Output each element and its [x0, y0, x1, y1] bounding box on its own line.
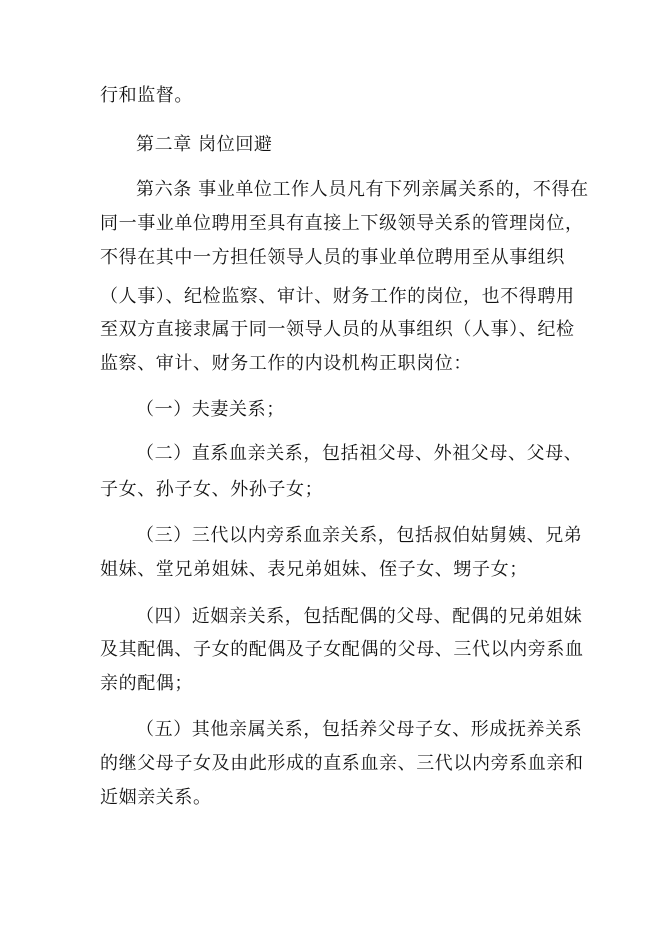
chapter-heading: 第二章 岗位回避 [136, 134, 273, 155]
text-line: 的继父母子女及由此形成的直系血亲、三代以内旁系血亲和 [100, 753, 584, 774]
text-line: 亲的配偶； [100, 673, 193, 694]
text-line: 近姻亲关系。 [100, 787, 212, 808]
text-line: 同一事业单位聘用至具有直接上下级领导关系的管理岗位， [100, 213, 584, 234]
text-line: 监察、审计、财务工作的内设机构正职岗位： [100, 353, 472, 374]
text-line: 至双方直接隶属于同一领导人员的从事组织（人事）、纪检 [100, 319, 575, 340]
text-line: 行和监督。 [100, 85, 193, 106]
text-line: （人事）、纪检监察、审计、财务工作的岗位，也不得聘用 [100, 286, 575, 307]
text-line: 第六条 事业单位工作人员凡有下列亲属关系的，不得在 [136, 179, 589, 200]
list-item: （四）近姻亲关系，包括配偶的父母、配偶的兄弟姐妹 [136, 606, 583, 627]
list-item: （二）直系血亲关系，包括祖父母、外祖父母、父母、 [136, 443, 583, 464]
list-item: （一）夫妻关系； [136, 399, 285, 420]
list-item: （五）其他亲属关系，包括养父母子女、形成抚养关系 [136, 719, 583, 740]
text-line: 姐妹、堂兄弟姐妹、表兄弟姐妹、侄子女、甥子女； [100, 559, 528, 580]
text-line: 不得在其中一方担任领导人员的事业单位聘用至从事组织 [100, 247, 565, 268]
text-line: 及其配偶、子女的配偶及子女配偶的父母、三代以内旁系血 [100, 639, 584, 660]
list-item: （三）三代以内旁系血亲关系，包括叔伯姑舅姨、兄弟 [136, 525, 583, 546]
text-line: 子女、孙子女、外孙子女； [100, 479, 324, 500]
